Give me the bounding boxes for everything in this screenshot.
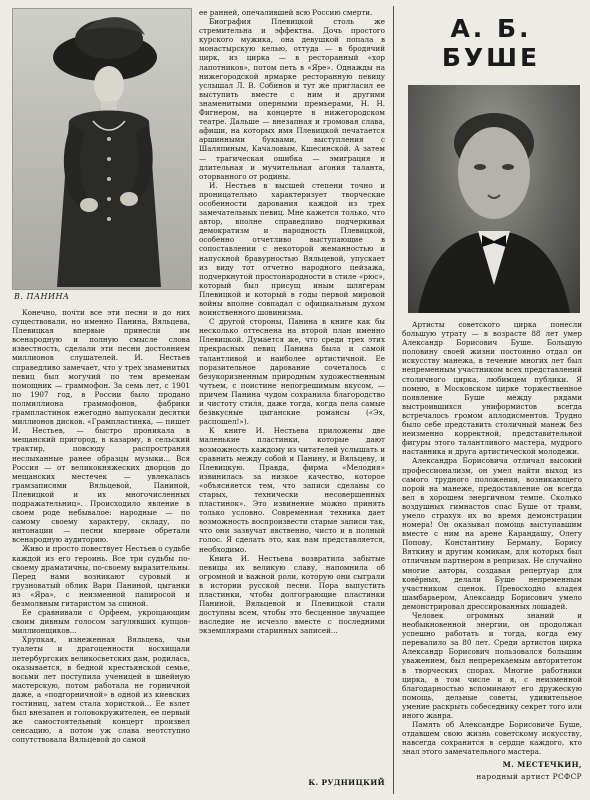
paragraph: С другой стороны, Панина в книге как бы несколько оттеснена на второй план именно Плевицкой. Думается же, что среди трех этих прекрасных певиц Панина была и самой талантливой и наиболее артистичной. Ее поразительное дарование сочеталось с безукоризненным природным художественным чутьем, с поистине непогрешимым вкусом, — причем Панина чудом сохранила благородство и чистоту стиля, даже тогда, когда пела самые безвкусные цыганские романсы («Эх, распошел!»).: [199, 317, 385, 427]
author-signature: К. РУДНИЦКИЙ: [308, 778, 385, 787]
obituary-title: А. Б. БУШЕ: [441, 14, 541, 72]
paragraph: Человек огромных знаний и необыкновенной энергии, он продолжал успешно работать и тогда, когда ему перевалило за 80 лет. Среди артистов цирка Александр Борисович пользовался большим уважением, был непререкаемым авторитетом в творческих спорах. Многие работники цирка, в том числе и я, с неизменной благодарностью вспоминают его дружескую помощь, дельные советы, удивительное умение раскрыть собеседнику секрет того или иного жанра.: [402, 611, 582, 721]
paragraph: Книга И. Нестьева возвратила забытые певицы их великую славу, напомнила об огромной и важной роли, которую они сыграли в истории русской песни. Пора выпустить пластинки, чтобы долгограющие пластинки Паниной, Вяльцевой и Плевицкой стали доступны всем, чтобы это бесценное звучащее наследие не исчезло вместе с последними экземплярами старинных записей...: [199, 553, 385, 636]
paragraph: Артисты советского цирка понесли большую утрату — в возрасте 88 лет умер Александр Борисович Буше. Большую половину своей жизни постоянно отдал он искусству манежа, в течение многих лет был непременным участником всех представлений столичного цирка, любимцем публики. Я помню, в Московском цирке торжественное появление Буше между рядами выстроившихся униформистов всегда встречалось громом аплодисментов. Трудно было себе представить столичный манеж без неизменно корректной, представительной фигуры этого талантливого мастера, мудрого наставника и друга артистической молодежи.: [402, 320, 582, 457]
paragraph: К книге И. Нестьева приложены две маленькие пластинки, которые дают возможность каждому из читателей услышать и сравнить между собой и Панину, и Вяльцеву, и Плевицкую. Правда, фирма «Мелодия» извинилась за низкое качество, которое «объясняется тем, что записи сделаны со старых, технически несовершенных пластинок». Это извинение можно принять только условно. Современная техника дает возможность воспроизвести старые записи так, что они зазвучат явственно, чисто и в полный голос. Я сделать это, как нам представляется, необходимо.: [199, 426, 385, 554]
bushe-portrait-photo: [408, 85, 580, 313]
article-column-1: [12, 308, 190, 794]
bushe-portrait-illustration: [408, 85, 580, 313]
paragraph: ее ранней, опечалившей всю Россию смерти.: [199, 8, 373, 17]
article-column-2: [199, 8, 385, 772]
paragraph: Александра Борисовича отличал высокий профессионализм, он умел найти выход из самого трудного положения, возникающего порой на манеже, предоставление он всегда вел в хорошем энергичном темпе. Сколько воздушных гимнастов спас Буше от травм, умело страхуя их во время демонстрации номера! Он оказывал помощь выступавшим вместе с ним на арене Карандашу, Олегу Попову, Константину Берману, Борису Вяткину и другим комикам, для которых был отличным партнером в репризах. Не случайно многие авторы, создавая репертуар для ковёрных, делали Буше непременным участником сценок. Превосходно владея шамбарьером, Александр Борисович умело демонстрировал дрессированных лошадей.: [402, 456, 582, 611]
obituary-text: [402, 320, 582, 757]
panina-photo: [12, 8, 192, 290]
paragraph: Хрупкая, изнеженная Вяльцева, чьи туалеты и драгоценности восхищали петербургских великосветских дам, родилась, оказывается, в бедной крестьянской семье, восьми лет поступила ученицей в швейную мастерскую, потом работала не горничной даже, а «подгорничной» в одной из киевских гостиниц, затем стала хористкой... Ее взлет был внезапен и головокружителен, ее первый же самостоятельный концерт произвел сенсацию, а потом уж слава неотступно сопутствовала Вяльцевой до самой: [12, 635, 190, 745]
panina-portrait-illustration: [13, 9, 191, 289]
paragraph: И. Нестьев в высшей степени точно и проницательно характеризует творческие особенности дарования каждой из трех замечательных певиц. Мне кажется только, что автор, вполне справедливо подчеркивая демократизм и народность Плевицкой, особенно отчетливо выступающие в сопоставлении с некоторой жеманностью и напускной бравурностью Вяльцевой, упускает из виду тот отчетно народного пейзажа, подчеркнутой простонародности в стиле «рюс», который был присущ иным шлягерам Плевицкой и который в годы первой мировой войны вполне совпадал с официальным духом воинственного шовинизма.: [199, 180, 385, 318]
paragraph: Живо и просто повествует Нестьев о судьбе каждой из его героинь. Все три судьбы по-своему драматичны, по-своему выразительны. Перед нами возникают суровый и грузноватый облик Вари Паниной, цыганки из «Яра», с неизменной папиросой и безмолвным гитаристом за спиной.: [12, 544, 190, 608]
paragraph: Память об Александре Борисовиче Буше, отдавшем свою жизнь советскому искусству, навсегда сохранится в сердце каждого, кто знал этого замечательного мастера.: [402, 720, 582, 757]
paragraph: Биография Плевицкой столь же стремительна и эффектна. Дочь простого курского мужика, она девушкой попала в монастырскую келью, оттуда — в бродячий цирк, из цирка — в ресторанный «хор лапотников», потом петь в «Яре». Однажды на нижегородской ярмарке ресторанную певицу услышал Л. В. Собинов и тут же пригласил ее выступить вместе с ним и другими знаменитыми оперными премьерами, Н. Н. Фигнером, на концерте в нижегородском театре. Дальше — внезапная и громовая слава, афиши, на которых имя Плевицкой печатается аршинными буквами, выступления с Шаляпиным, Качаловым, Кшесинской. А затем — трагическая ошибка — эмиграция и длительная и мучительная агония таланта, оторванного от родины.: [199, 17, 385, 181]
obituary-signature-title: народный артист РСФСР: [476, 772, 582, 781]
paragraph: Ее сравнивали с Орфеем, укрощающим своим дивным голосом загулявших купцов-миллионщиков...: [12, 608, 190, 636]
obituary-signature-name: М. МЕСТЕЧКИН,: [502, 760, 582, 769]
paragraph: Конечно, почти все эти песни и до них существовали, но именно Панина, Вяльцева, Плевицкая впервые принесли им всенародную и полную смысле слова известность, сделали эти песни достоянием миллионов слушателей. И. Нестьев справедливо замечает, что у трех знаменитых певиц был могучий по тем временам помощник — граммофон. За семь лет, с 1901 по 1907 год, в России было продано полмиллиона граммофонов, фабрики грампластинок ежегодно выпускали десятки миллионов дисков. «Грампластинка, — пишет И. Нестьев, — быстро проникала в мещанский пригород, в казарму, в сельский трактир, повсюду распространяя неслыханные ранее образцы музыки... Вся Россия — от великокняжеских дворцов до мещанских местечек — увлекалась грамзаписями Вяльцевой, Паниной, Плевицкой и их многочисленных подражательниц». Происходило явление в своем роде небывалое: народные — по самому своему характеру, складу, по интонации — песни впервые обретали всенародную аудиторию.: [12, 308, 190, 545]
panina-photo-caption: В. ПАНИНА: [14, 292, 70, 301]
column-divider: [393, 6, 394, 794]
